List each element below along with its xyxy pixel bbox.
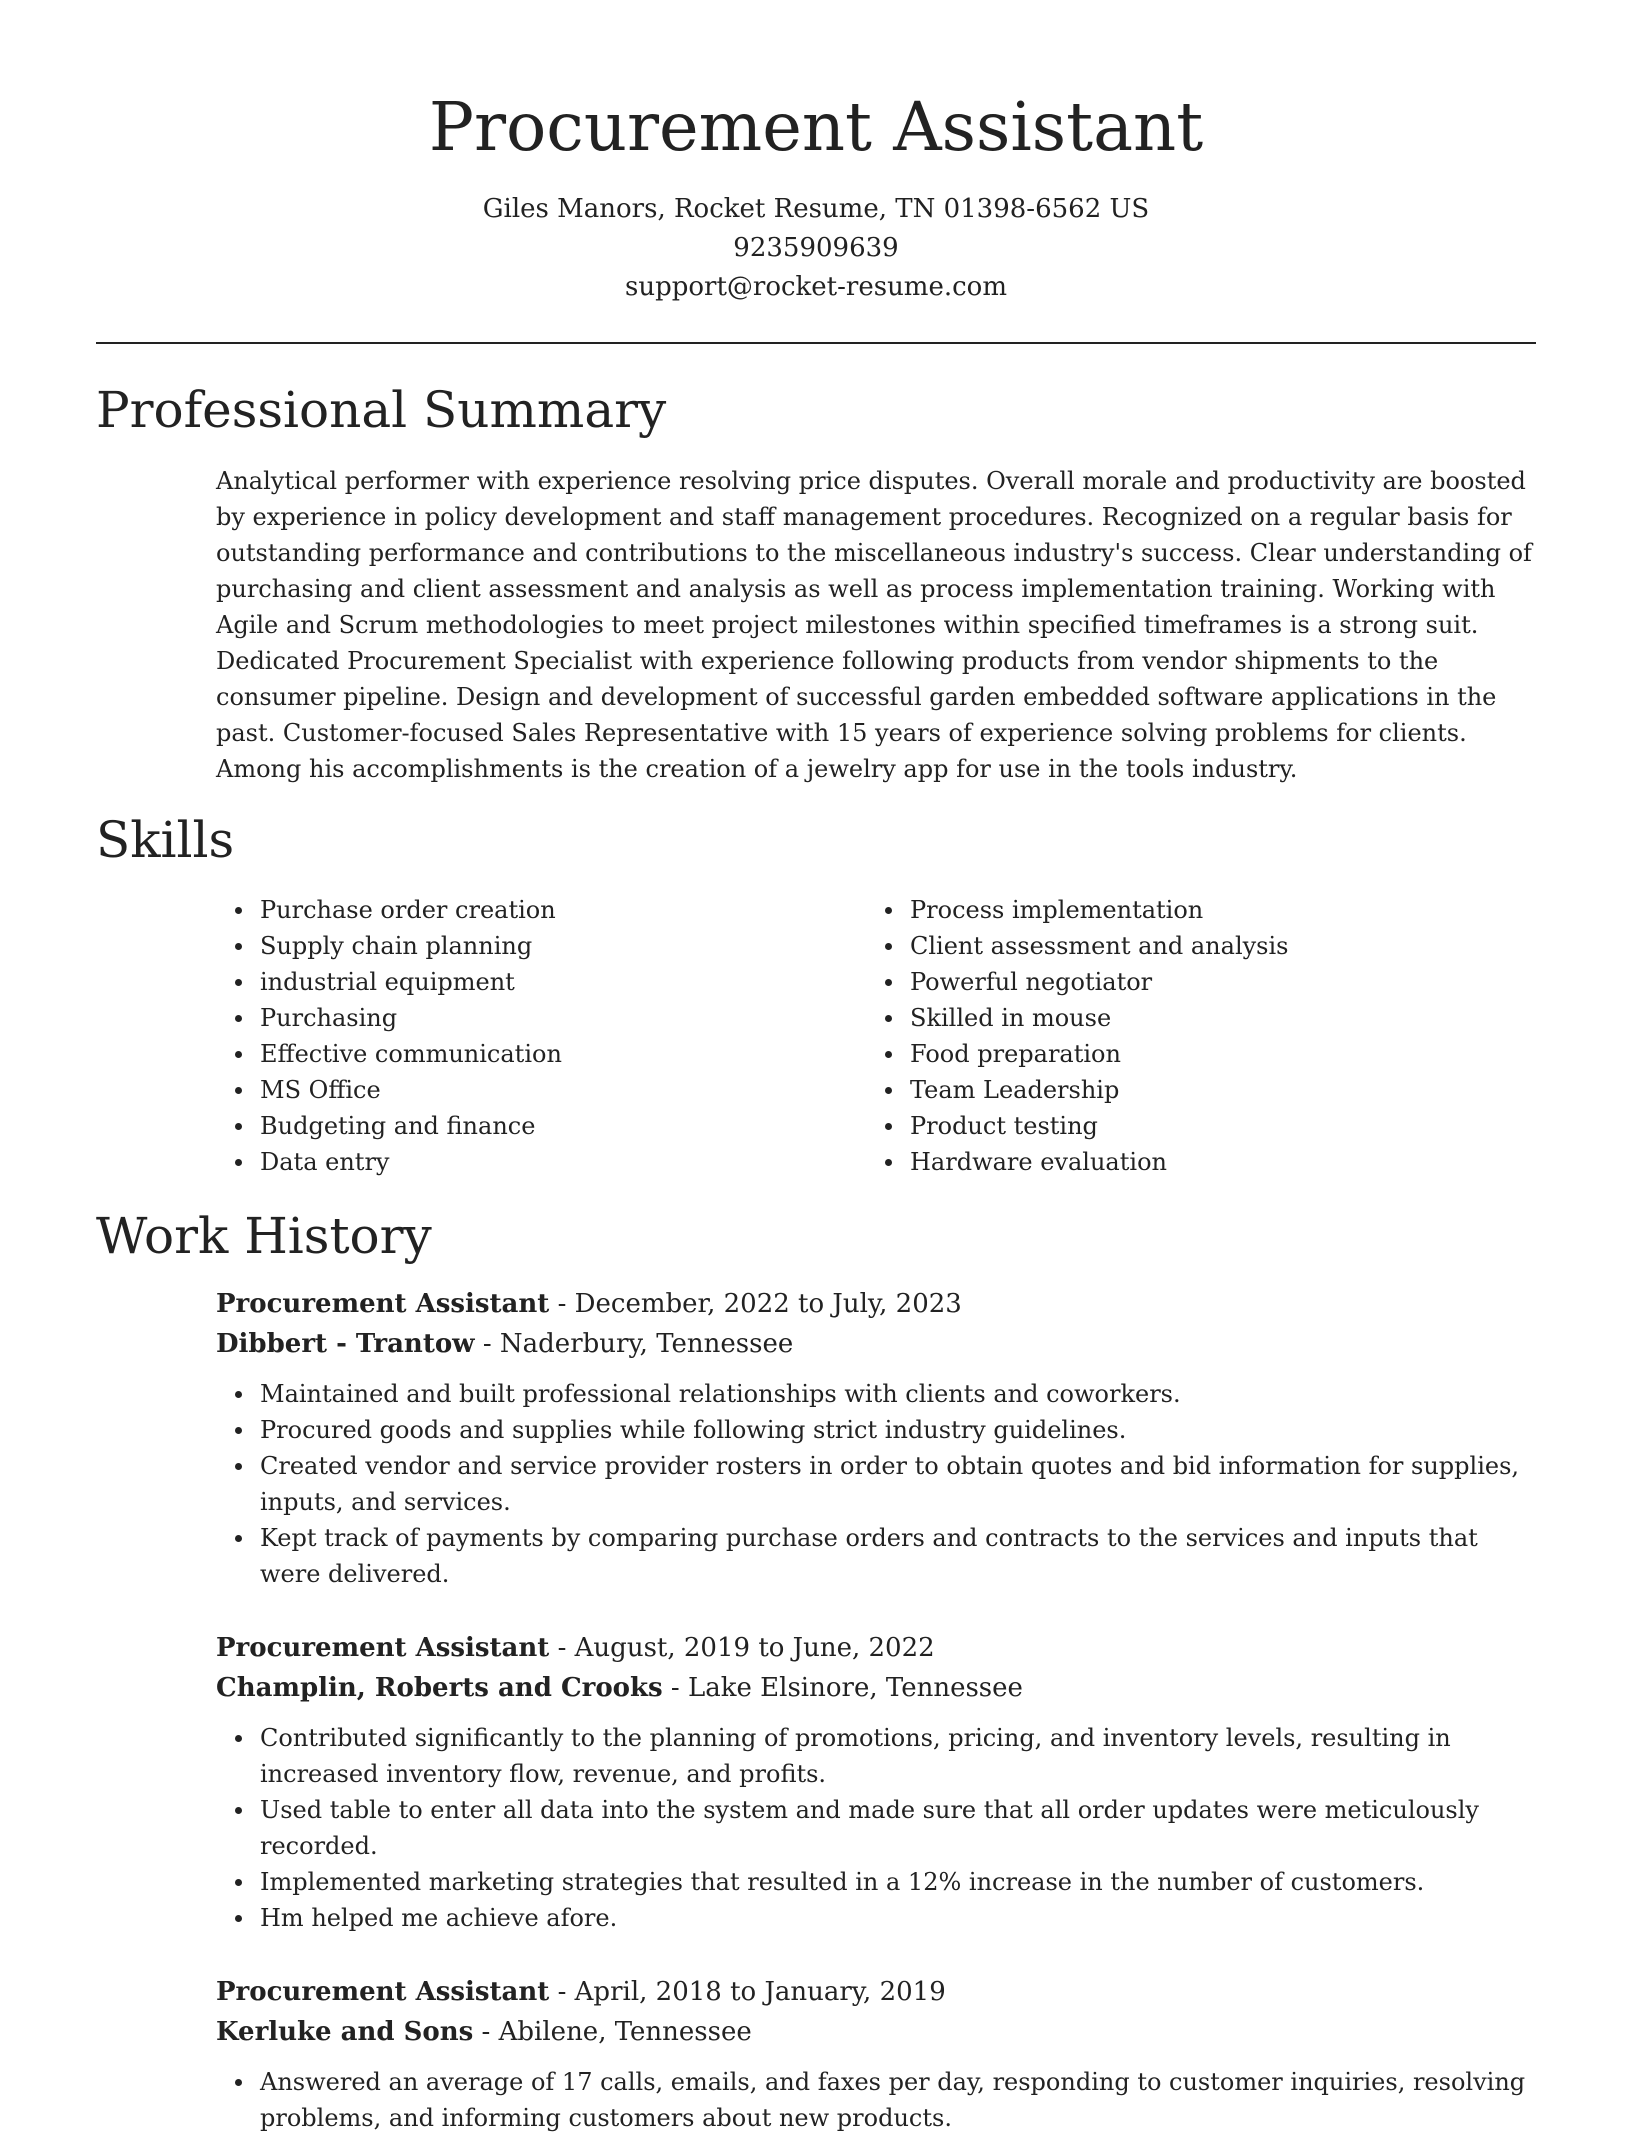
skill-item: Purchase order creation <box>216 892 836 928</box>
job-dates: August, 2019 to June, 2022 <box>574 1633 935 1663</box>
job-bullet: Answered an average of 17 calls, emails, and faxes per day, responding to customer inquiries, resolving problems, and informing customers about new products. <box>216 2064 1536 2136</box>
job-bullet: Maintained and built professional relationships with clients and coworkers. <box>216 1376 1536 1412</box>
skill-item: Data entry <box>216 1144 836 1180</box>
job-entry <box>216 1628 1536 1936</box>
skill-item: Effective communication <box>216 1036 836 1072</box>
job-company-line: Kerluke and Sons - Abilene, Tennessee <box>216 2017 752 2047</box>
skill-item: Powerful negotiator <box>866 964 1526 1000</box>
job-bullet: Used table to enter all data into the system and made sure that all order updates were meticulously recorded. <box>216 1792 1536 1864</box>
job-dates: April, 2018 to January, 2019 <box>574 1977 946 2007</box>
job-bullet: Implemented marketing strategies that resulted in a 12% increase in the number of customers. <box>216 1864 1536 1900</box>
phone-text: 9235909639 <box>733 233 899 263</box>
job-bullet: Procured goods and supplies while following strict industry guidelines. <box>216 1412 1536 1448</box>
summary-text: Analytical performer with experience resolving price disputes. Overall morale and productivity are boosted by experience in policy development and staff management procedures. Recognized on a regular basis for outstanding performance and contributions to the miscellaneous industry's success. Clear understanding of purchasing and client assessment and analysis as well as process implementation training. Working with Agile and Scrum methodologies to meet project milestones within specified timeframes is a strong suit. Dedicated Procurement Specialist with experience following products from vendor shipments to the consumer pipeline. Design and development of successful garden embedded software applications in the past. Customer-focused Sales Representative with 15 years of experience solving problems for clients. Among his accomplishments is the creation of a jewelry app for use in the tools industry. <box>216 467 1532 783</box>
skill-item: Team Leadership <box>866 1072 1526 1108</box>
job-bullet: Hm helped me achieve afore. <box>216 1900 1536 1936</box>
skill-item: Budgeting and finance <box>216 1108 836 1144</box>
job-bullet: Kept track of payments by comparing purchase orders and contracts to the services and inputs that were delivered. <box>216 1520 1536 1592</box>
job-title-line: Procurement Assistant - August, 2019 to June, 2022 <box>216 1633 935 1663</box>
skill-item: Client assessment and analysis <box>866 928 1526 964</box>
job-title-line: Procurement Assistant - April, 2018 to January, 2019 <box>216 1977 946 2007</box>
skills-heading: Skills <box>96 811 235 869</box>
address-text: Giles Manors, Rocket Resume, TN 01398-6562 US <box>482 194 1150 224</box>
skill-item: Product testing <box>866 1108 1526 1144</box>
summary-heading: Professional Summary <box>96 381 667 439</box>
job-bullets <box>216 1720 1536 1936</box>
job-title: Procurement Assistant <box>216 1977 550 2007</box>
skill-item: Food preparation <box>866 1036 1526 1072</box>
job-company: Kerluke and Sons <box>216 2017 474 2047</box>
resume-title: Procurement Assistant <box>428 88 1204 166</box>
job-title-line: Procurement Assistant - December, 2022 to July, 2023 <box>216 1289 962 1319</box>
email-text: support@rocket-resume.com <box>624 272 1007 302</box>
job-title: Procurement Assistant <box>216 1289 550 1319</box>
job-location: Abilene, Tennessee <box>498 2017 752 2047</box>
header-divider <box>96 342 1536 344</box>
job-bullets <box>216 2064 1536 2136</box>
job-bullets <box>216 1376 1536 1592</box>
skill-item: Supply chain planning <box>216 928 836 964</box>
skills-list-left <box>216 892 836 1180</box>
job-entry <box>216 1284 1536 1592</box>
skills-list-right <box>866 892 1526 1180</box>
skill-item: Purchasing <box>216 1000 836 1036</box>
job-company: Dibbert - Trantow <box>216 1329 475 1359</box>
job-entry <box>216 1972 1536 2136</box>
job-location: Lake Elsinore, Tennessee <box>688 1673 1023 1703</box>
skill-item: industrial equipment <box>216 964 836 1000</box>
skill-item: Hardware evaluation <box>866 1144 1526 1180</box>
work-history-heading: Work History <box>96 1207 432 1265</box>
job-dates: December, 2022 to July, 2023 <box>574 1289 962 1319</box>
job-company-line: Champlin, Roberts and Crooks - Lake Elsinore, Tennessee <box>216 1673 1023 1703</box>
job-location: Naderbury, Tennessee <box>499 1329 794 1359</box>
job-bullet: Created vendor and service provider rosters in order to obtain quotes and bid information for supplies, inputs, and services. <box>216 1448 1536 1520</box>
job-title: Procurement Assistant <box>216 1633 550 1663</box>
skill-item: Skilled in mouse <box>866 1000 1526 1036</box>
job-company: Champlin, Roberts and Crooks <box>216 1673 663 1703</box>
contact-info <box>96 190 1536 307</box>
job-company-line: Dibbert - Trantow - Naderbury, Tennessee <box>216 1329 794 1359</box>
job-bullet: Contributed significantly to the planning of promotions, pricing, and inventory levels, resulting in increased inventory flow, revenue, and profits. <box>216 1720 1536 1792</box>
skill-item: MS Office <box>216 1072 836 1108</box>
skill-item: Process implementation <box>866 892 1526 928</box>
